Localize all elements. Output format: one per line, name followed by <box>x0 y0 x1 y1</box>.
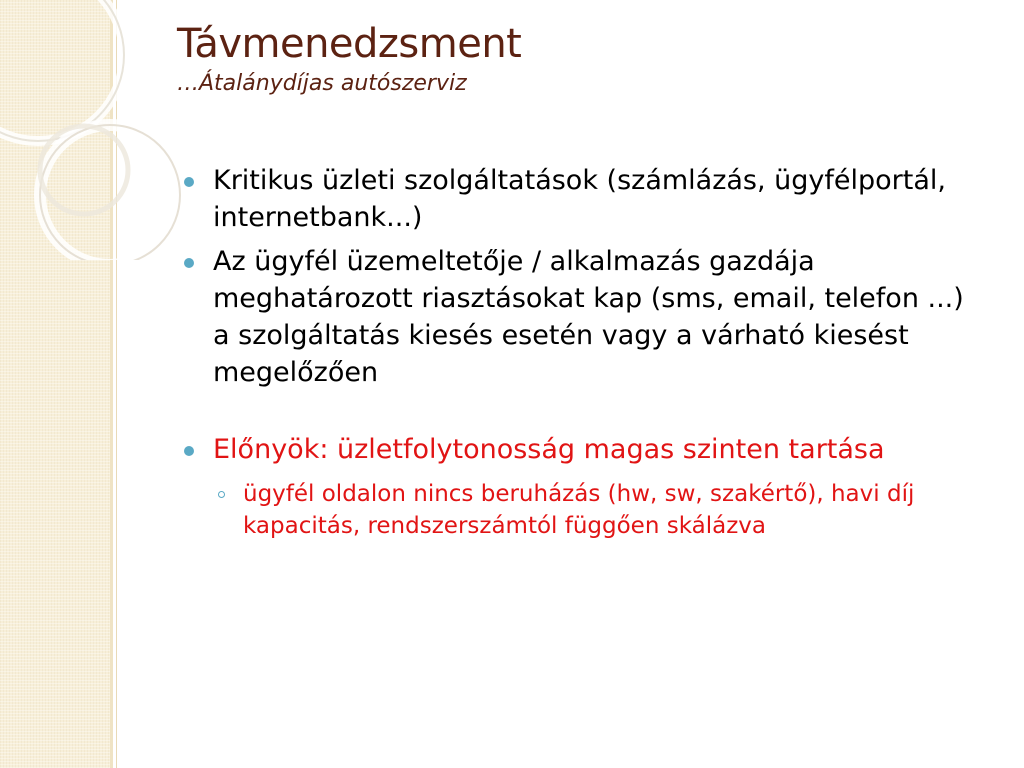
sub-bullet-icon <box>218 491 225 498</box>
slide-title: Távmenedzsment <box>177 21 522 67</box>
bullet-list <box>180 162 980 542</box>
bullet-text: Előnyök: üzletfolytonosság magas szinten tartása <box>213 434 885 465</box>
sub-bullet-item <box>180 478 980 542</box>
bullet-item <box>180 243 980 391</box>
bullet-icon <box>184 446 194 456</box>
slide-subtitle: …Átalánydíjas autószerviz <box>177 71 467 96</box>
bullet-icon <box>184 177 194 187</box>
bullet-item <box>180 162 980 236</box>
bullet-text: Az ügyfél üzemeltetője / alkalmazás gazdája meghatározott riasztásokat kap (sms, email, telefon ...) a szolgáltatás kiesés esetén vagy a várható kiesést megelőzően <box>213 246 964 388</box>
sub-bullet-text: ügyfél oldalon nincs beruházás (hw, sw, szakértő), havi díj kapacitás, rendszerszámtól függően skálázva <box>243 481 915 539</box>
bullet-icon <box>184 258 194 268</box>
bullet-text: Kritikus üzleti szolgáltatások (számlázás, ügyfélportál, internetbank...) <box>213 165 946 233</box>
bullet-item-highlight <box>180 431 980 468</box>
title-block <box>177 18 977 98</box>
decorative-circles-icon <box>0 0 200 260</box>
